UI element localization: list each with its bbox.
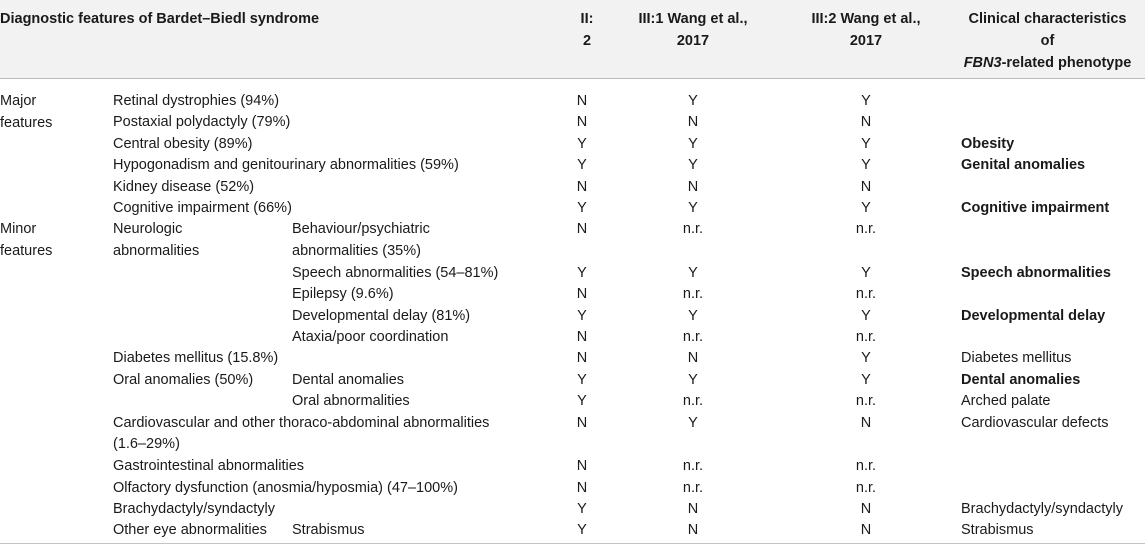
fbn3-cell: Cognitive impairment bbox=[961, 200, 1110, 216]
feature-cell: Diabetes mellitus (15.8%) bbox=[113, 350, 279, 366]
iii1-cell: n.r. bbox=[682, 221, 704, 237]
header-iii2-line1: III:2 Wang et al., bbox=[811, 11, 921, 27]
feature-cell-line1: Behaviour/psychiatric bbox=[292, 221, 430, 237]
ii2-cell: Y bbox=[577, 308, 587, 324]
ii2-cell: Y bbox=[577, 501, 587, 517]
feature-cell-line1: Cardiovascular and other thoraco-abdominal abnormalities bbox=[113, 415, 490, 431]
ii2-cell: N bbox=[576, 329, 588, 345]
ii2-cell: N bbox=[576, 179, 588, 195]
ii2-cell: Y bbox=[577, 265, 587, 281]
group-neuro-line1: Neurologic bbox=[113, 221, 183, 237]
iii1-cell: Y bbox=[688, 93, 698, 109]
feature-cell: Dental anomalies bbox=[292, 372, 405, 388]
ii2-cell: N bbox=[576, 350, 588, 366]
iii2-cell: Y bbox=[861, 93, 871, 109]
header-iii1-line1: III:1 Wang et al., bbox=[638, 11, 748, 27]
iii2-cell: Y bbox=[861, 200, 871, 216]
feature-cell: Epilepsy (9.6%) bbox=[292, 286, 394, 302]
iii1-cell: N bbox=[687, 350, 699, 366]
iii2-cell: N bbox=[860, 179, 872, 195]
ii2-cell: N bbox=[576, 480, 588, 496]
ii2-cell: Y bbox=[577, 157, 587, 173]
group-minor-line1: Minor bbox=[0, 221, 37, 237]
iii1-cell: Y bbox=[688, 200, 698, 216]
feature-cell: Central obesity (89%) bbox=[113, 136, 253, 152]
iii2-cell: Y bbox=[861, 372, 871, 388]
ii2-cell: N bbox=[576, 415, 588, 431]
iii2-cell: n.r. bbox=[855, 458, 877, 474]
group-other-eye: Other eye abnormalities bbox=[113, 522, 267, 538]
header-fbn3-line3 bbox=[950, 52, 1145, 74]
feature-cell: Retinal dystrophies (94%) bbox=[113, 93, 280, 109]
header-ii2 bbox=[567, 8, 607, 52]
iii1-cell: n.r. bbox=[682, 329, 704, 345]
header-fbn3-gene: FBN3 bbox=[963, 55, 1002, 71]
iii2-cell: N bbox=[860, 415, 872, 431]
feature-cell: Strabismus bbox=[292, 522, 365, 538]
feature-cell: Cognitive impairment (66%) bbox=[113, 200, 292, 216]
fbn3-cell: Developmental delay bbox=[961, 308, 1106, 324]
feature-cell: Hypogonadism and genitourinary abnormalities (59%) bbox=[113, 157, 459, 173]
iii2-cell: Y bbox=[861, 265, 871, 281]
iii1-cell: n.r. bbox=[682, 393, 704, 409]
fbn3-cell: Speech abnormalities bbox=[961, 265, 1111, 281]
iii1-cell: Y bbox=[688, 415, 698, 431]
ii2-cell: Y bbox=[577, 393, 587, 409]
fbn3-cell: Obesity bbox=[961, 136, 1015, 152]
feature-cell: Gastrointestinal abnormalities bbox=[113, 458, 305, 474]
fbn3-cell: Dental anomalies bbox=[961, 372, 1081, 388]
fbn3-cell: Diabetes mellitus bbox=[961, 350, 1072, 366]
iii2-cell: N bbox=[860, 522, 872, 538]
feature-cell: Oral abnormalities bbox=[292, 393, 410, 409]
ii2-cell: Y bbox=[577, 136, 587, 152]
feature-cell: Speech abnormalities (54–81%) bbox=[292, 265, 499, 281]
iii2-cell: N bbox=[860, 501, 872, 517]
group-major-line1: Major bbox=[0, 93, 37, 109]
header-iii1 bbox=[609, 8, 777, 52]
fbn3-cell: Arched palate bbox=[961, 393, 1051, 409]
iii1-cell: N bbox=[687, 179, 699, 195]
header-iii1-line2: 2017 bbox=[676, 33, 710, 49]
iii1-cell: N bbox=[687, 114, 699, 130]
ii2-cell: Y bbox=[577, 522, 587, 538]
header-ii2-line2: 2 bbox=[582, 33, 592, 49]
header-fbn3-suffix: -related phenotype bbox=[1001, 55, 1132, 71]
iii2-cell: n.r. bbox=[855, 221, 877, 237]
iii2-cell: N bbox=[860, 114, 872, 130]
ii2-cell: N bbox=[576, 221, 588, 237]
feature-cell: Ataxia/poor coordination bbox=[292, 329, 449, 345]
group-oral: Oral anomalies (50%) bbox=[113, 372, 254, 388]
iii1-cell: N bbox=[687, 501, 699, 517]
iii2-cell: n.r. bbox=[855, 480, 877, 496]
iii2-cell: Y bbox=[861, 136, 871, 152]
fbn3-cell: Genital anomalies bbox=[961, 157, 1086, 173]
ii2-cell: N bbox=[576, 114, 588, 130]
iii1-cell: Y bbox=[688, 157, 698, 173]
feature-cell-line2: abnormalities (35%) bbox=[292, 243, 421, 259]
iii1-cell: N bbox=[687, 522, 699, 538]
header-fbn3-line1: Clinical characteristics bbox=[968, 11, 1127, 27]
header-iii2-line2: 2017 bbox=[849, 33, 883, 49]
iii1-cell: Y bbox=[688, 265, 698, 281]
header-features: Diagnostic features of Bardet–Biedl syndrome bbox=[0, 11, 320, 27]
iii1-cell: n.r. bbox=[682, 480, 704, 496]
feature-cell-line2: (1.6–29%) bbox=[113, 436, 180, 452]
header-fbn3-line2: of bbox=[1040, 33, 1055, 49]
feature-cell: Olfactory dysfunction (anosmia/hyposmia) (47–100%) bbox=[113, 480, 458, 496]
iii1-cell: n.r. bbox=[682, 458, 704, 474]
group-major-line2: features bbox=[0, 115, 53, 131]
ii2-cell: Y bbox=[577, 200, 587, 216]
iii2-cell: n.r. bbox=[855, 329, 877, 345]
group-minor-line2: features bbox=[0, 243, 53, 259]
ii2-cell: Y bbox=[577, 372, 587, 388]
header-ii2-line1: II: bbox=[580, 11, 594, 27]
ii2-cell: N bbox=[576, 286, 588, 302]
fbn3-cell: Strabismus bbox=[961, 522, 1034, 538]
feature-cell: Developmental delay (81%) bbox=[292, 308, 471, 324]
iii2-cell: n.r. bbox=[855, 286, 877, 302]
fbn3-cell: Brachydactyly/syndactyly bbox=[961, 501, 1123, 517]
iii2-cell: n.r. bbox=[855, 393, 877, 409]
ii2-cell: N bbox=[576, 458, 588, 474]
feature-cell: Postaxial polydactyly (79%) bbox=[113, 114, 291, 130]
iii1-cell: n.r. bbox=[682, 286, 704, 302]
feature-cell: Brachydactyly/syndactyly bbox=[113, 501, 275, 517]
table-bottom-rule bbox=[0, 543, 1145, 544]
feature-cell: Kidney disease (52%) bbox=[113, 179, 255, 195]
fbn3-cell: Cardiovascular defects bbox=[961, 415, 1109, 431]
iii2-cell: Y bbox=[861, 157, 871, 173]
group-neuro-line2: abnormalities bbox=[113, 243, 200, 259]
iii1-cell: Y bbox=[688, 136, 698, 152]
iii2-cell: Y bbox=[861, 350, 871, 366]
header-iii2 bbox=[780, 8, 952, 52]
header-fbn3 bbox=[950, 8, 1145, 74]
iii1-cell: Y bbox=[688, 308, 698, 324]
ii2-cell: N bbox=[576, 93, 588, 109]
iii1-cell: Y bbox=[688, 372, 698, 388]
iii2-cell: Y bbox=[861, 308, 871, 324]
